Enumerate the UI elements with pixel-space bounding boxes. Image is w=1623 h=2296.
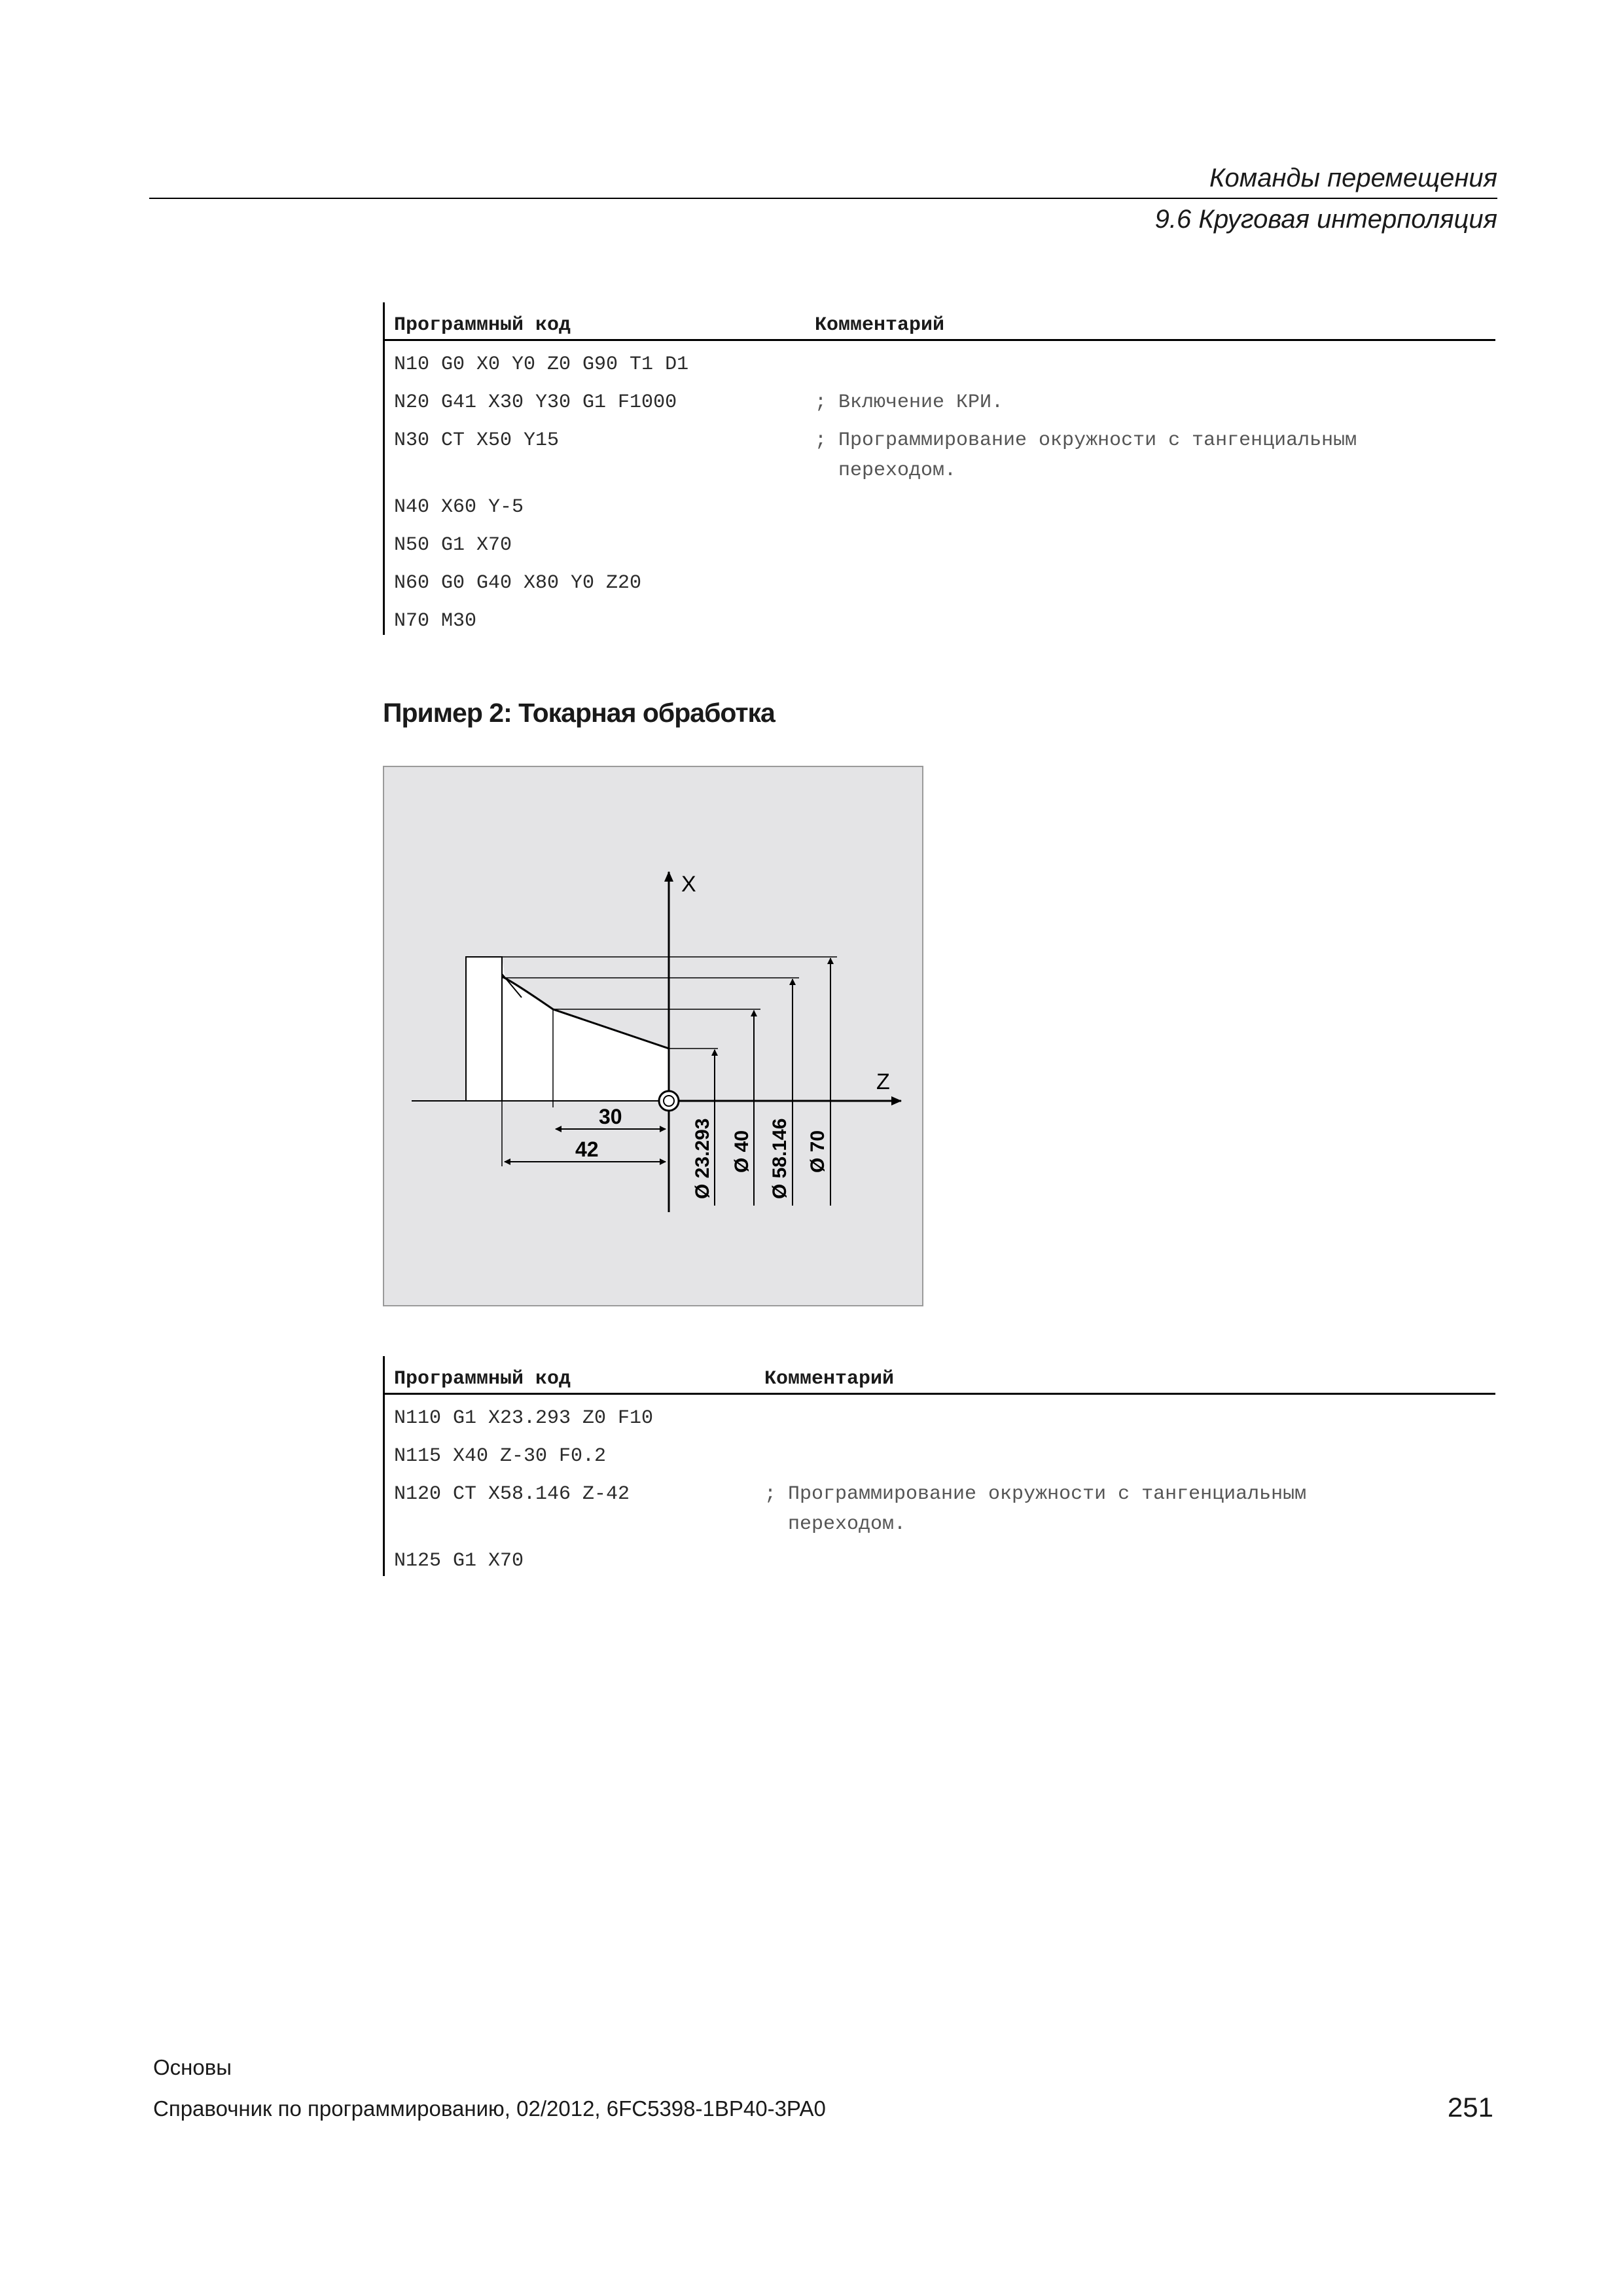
dia-label-70: Ø 70 bbox=[807, 1130, 829, 1173]
z-axis-label: Z bbox=[876, 1069, 890, 1094]
turning-diagram-svg bbox=[384, 767, 925, 1308]
dim-42-label: 42 bbox=[575, 1138, 599, 1161]
dia-label-40: Ø 40 bbox=[731, 1130, 753, 1173]
code-line: N115 X40 Z-30 F0.2 bbox=[394, 1445, 607, 1467]
code-line: N125 G1 X70 bbox=[394, 1550, 524, 1572]
program-table-2 bbox=[383, 1356, 1495, 1576]
comment: ; Программирование окружности с тангенциальным bbox=[815, 429, 1357, 452]
code-line: N70 M30 bbox=[394, 610, 477, 632]
column-header-comment: Комментарий bbox=[764, 1368, 895, 1390]
footer-book-title: Основы bbox=[153, 2055, 232, 2079]
turning-diagram bbox=[383, 766, 923, 1306]
origin-symbol bbox=[659, 1091, 679, 1111]
code-line: N110 G1 X23.293 Z0 F10 bbox=[394, 1407, 654, 1429]
table-header bbox=[385, 1356, 1495, 1395]
code-line: N40 X60 Y-5 bbox=[394, 496, 524, 518]
chapter-title: Команды перемещения bbox=[1209, 164, 1497, 192]
comment: ; Включение КРИ. bbox=[815, 391, 1004, 414]
section-title: 9.6 Круговая интерполяция bbox=[1154, 205, 1497, 234]
code-line: N50 G1 X70 bbox=[394, 534, 512, 556]
column-header-comment: Комментарий bbox=[815, 314, 945, 336]
header-rule bbox=[149, 198, 1497, 199]
code-line: N60 G0 G40 X80 Y0 Z20 bbox=[394, 572, 642, 594]
code-line: N20 G41 X30 Y30 G1 F1000 bbox=[394, 391, 677, 414]
comment: ; Программирование окружности с тангенциальным bbox=[764, 1483, 1307, 1505]
page-number: 251 bbox=[1447, 2092, 1493, 2123]
code-line: N30 CT X50 Y15 bbox=[394, 429, 560, 452]
chuck-block bbox=[466, 957, 502, 1101]
program-table-1 bbox=[383, 302, 1495, 635]
x-axis-label: X bbox=[681, 872, 696, 897]
comment-continuation: переходом. bbox=[764, 1513, 906, 1535]
comment-continuation: переходом. bbox=[815, 459, 957, 482]
dia-label-58: Ø 58.146 bbox=[769, 1118, 791, 1199]
dim-30-label: 30 bbox=[599, 1105, 622, 1128]
footer-manual-info: Справочник по программированию, 02/2012, 6FC5398-1BP40-3PA0 bbox=[153, 2096, 826, 2121]
column-header-code: Программный код bbox=[394, 1368, 571, 1390]
column-header-code: Программный код bbox=[394, 314, 571, 336]
code-line: N10 G0 X0 Y0 Z0 G90 T1 D1 bbox=[394, 353, 689, 376]
table-header bbox=[385, 302, 1495, 341]
code-line: N120 CT X58.146 Z-42 bbox=[394, 1483, 630, 1505]
dia-label-23: Ø 23.293 bbox=[692, 1118, 713, 1199]
example-heading: Пример 2: Токарная обработка bbox=[383, 698, 775, 728]
